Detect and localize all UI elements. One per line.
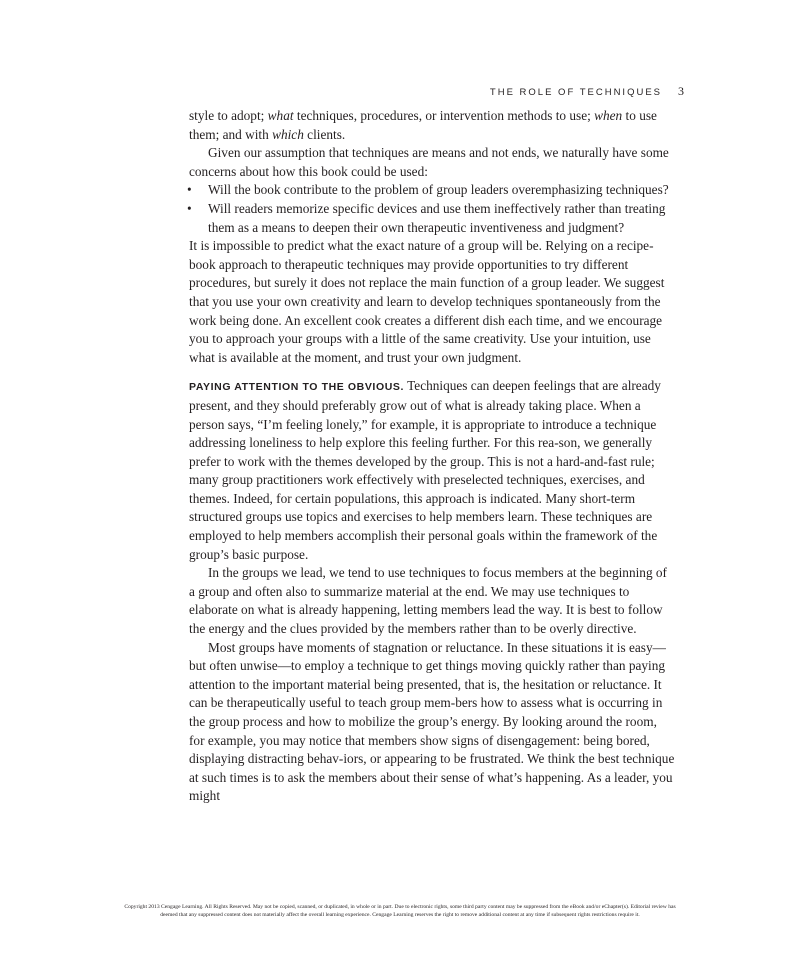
section-text: Techniques can deepen feelings that are already present, and they should preferably grow out of what is already taking place. When a person says, “I’m feeling lonely,” for example, it is appropriate to introduce a technique addressing loneliness to help explore this feeling further. For this rea-son, we generally prefer to work with the themes developed by the group. This is not a hard-and-fast rule; many group practitioners work effectively with preselected techniques, exercises, and themes. Indeed, for certain populations, this approach is indicated. Many short-term structured groups use topics and exercises to help members learn. These techniques are employed to help members accomplish their personal goals within the framework of the group’s basic purpose. [189,378,661,562]
text-run: to use them; and with [189,108,657,142]
paragraph-obvious [189,377,675,564]
text-run: clients. [303,126,346,142]
paragraph-continued [189,107,675,144]
paragraph-groups-we-lead: In the groups we lead, we tend to use techniques to focus members at the beginning of a group and often also to summarize material at the end. We may use techniques to elaborate on what is already happening, letting members lead the way. It is best to follow the energy and the clues provided by the members rather than to be overly directive. [189,565,667,637]
paragraph-stagnation: Most groups have moments of stagnation or reluctance. In these situations it is easy—but often unwise—to employ a technique to get things moving quickly rather than paying attention to the important material being presented, that is, the hesitation or reluctance. It can be therapeutically useful to teach group mem-bers how to assess what is occurring in the group process and how to mobilize the group’s energy. By looking around the room, for example, you may notice that members show signs of disengagement: being bored, displaying distracting behav-iors, or appearing to be frustrated. We think the best technique at such times is to ask the members about their sense of what’s happening. As a leader, you might [189,639,675,804]
paragraph-predict: It is impossible to predict what the exact nature of a group will be. Relying on a recipe-book approach to therapeutic techniques may provide opportunities to try different procedures, but surely it does not replace the main function of a group leader. We suggest that you use your own creativity and learn to develop techniques spontaneously from the work being done. An excellent cook creates a different dish each time, and we encourage you to approach your groups with a little of the same creativity. Use your intuition, use what is available at the moment, and trust your own judgment. [189,238,665,365]
emphasis-when: when [594,108,623,123]
copyright-line-1: Copyright 2013 Cengage Learning. All Rights Reserved. May not be copied, scanned, or duplicated, in whole or in part. Due to electronic rights, some third party content may be suppressed from the eBook and/or eChapter(s). Editorial review has [124,904,676,910]
paragraph-concerns-intro: Given our assumption that techniques are means and not ends, we naturally have some concerns about how this book could be used: [189,145,669,179]
emphasis-which: which [272,126,304,142]
emphasis-what: what [267,108,294,123]
list-item: • Will readers memorize specific devices and use them ineffectively rather than treating them as a means to deepen their own therapeutic inventiveness and judgment? [189,200,675,237]
running-head [490,84,684,99]
text-run: style to adopt; [189,108,268,123]
concerns-list [189,181,675,237]
text-run: techniques, procedures, or intervention methods to use; [293,108,595,123]
copyright-line-2: deemed that any suppressed content does not materially affect the overall learning experience. Cengage Learning reserves the right to remove additional content at any time if subsequent rights restrictions require it. [160,912,640,918]
list-item: • Will the book contribute to the problem of group leaders overemphasizing techniques? [189,181,675,200]
section-heading: PAYING ATTENTION TO THE OBVIOUS. [189,381,405,394]
page-number: 3 [678,84,684,98]
running-head-title: THE ROLE OF TECHNIQUES [489,87,662,98]
body-text [189,107,675,806]
copyright-footer [66,903,734,919]
